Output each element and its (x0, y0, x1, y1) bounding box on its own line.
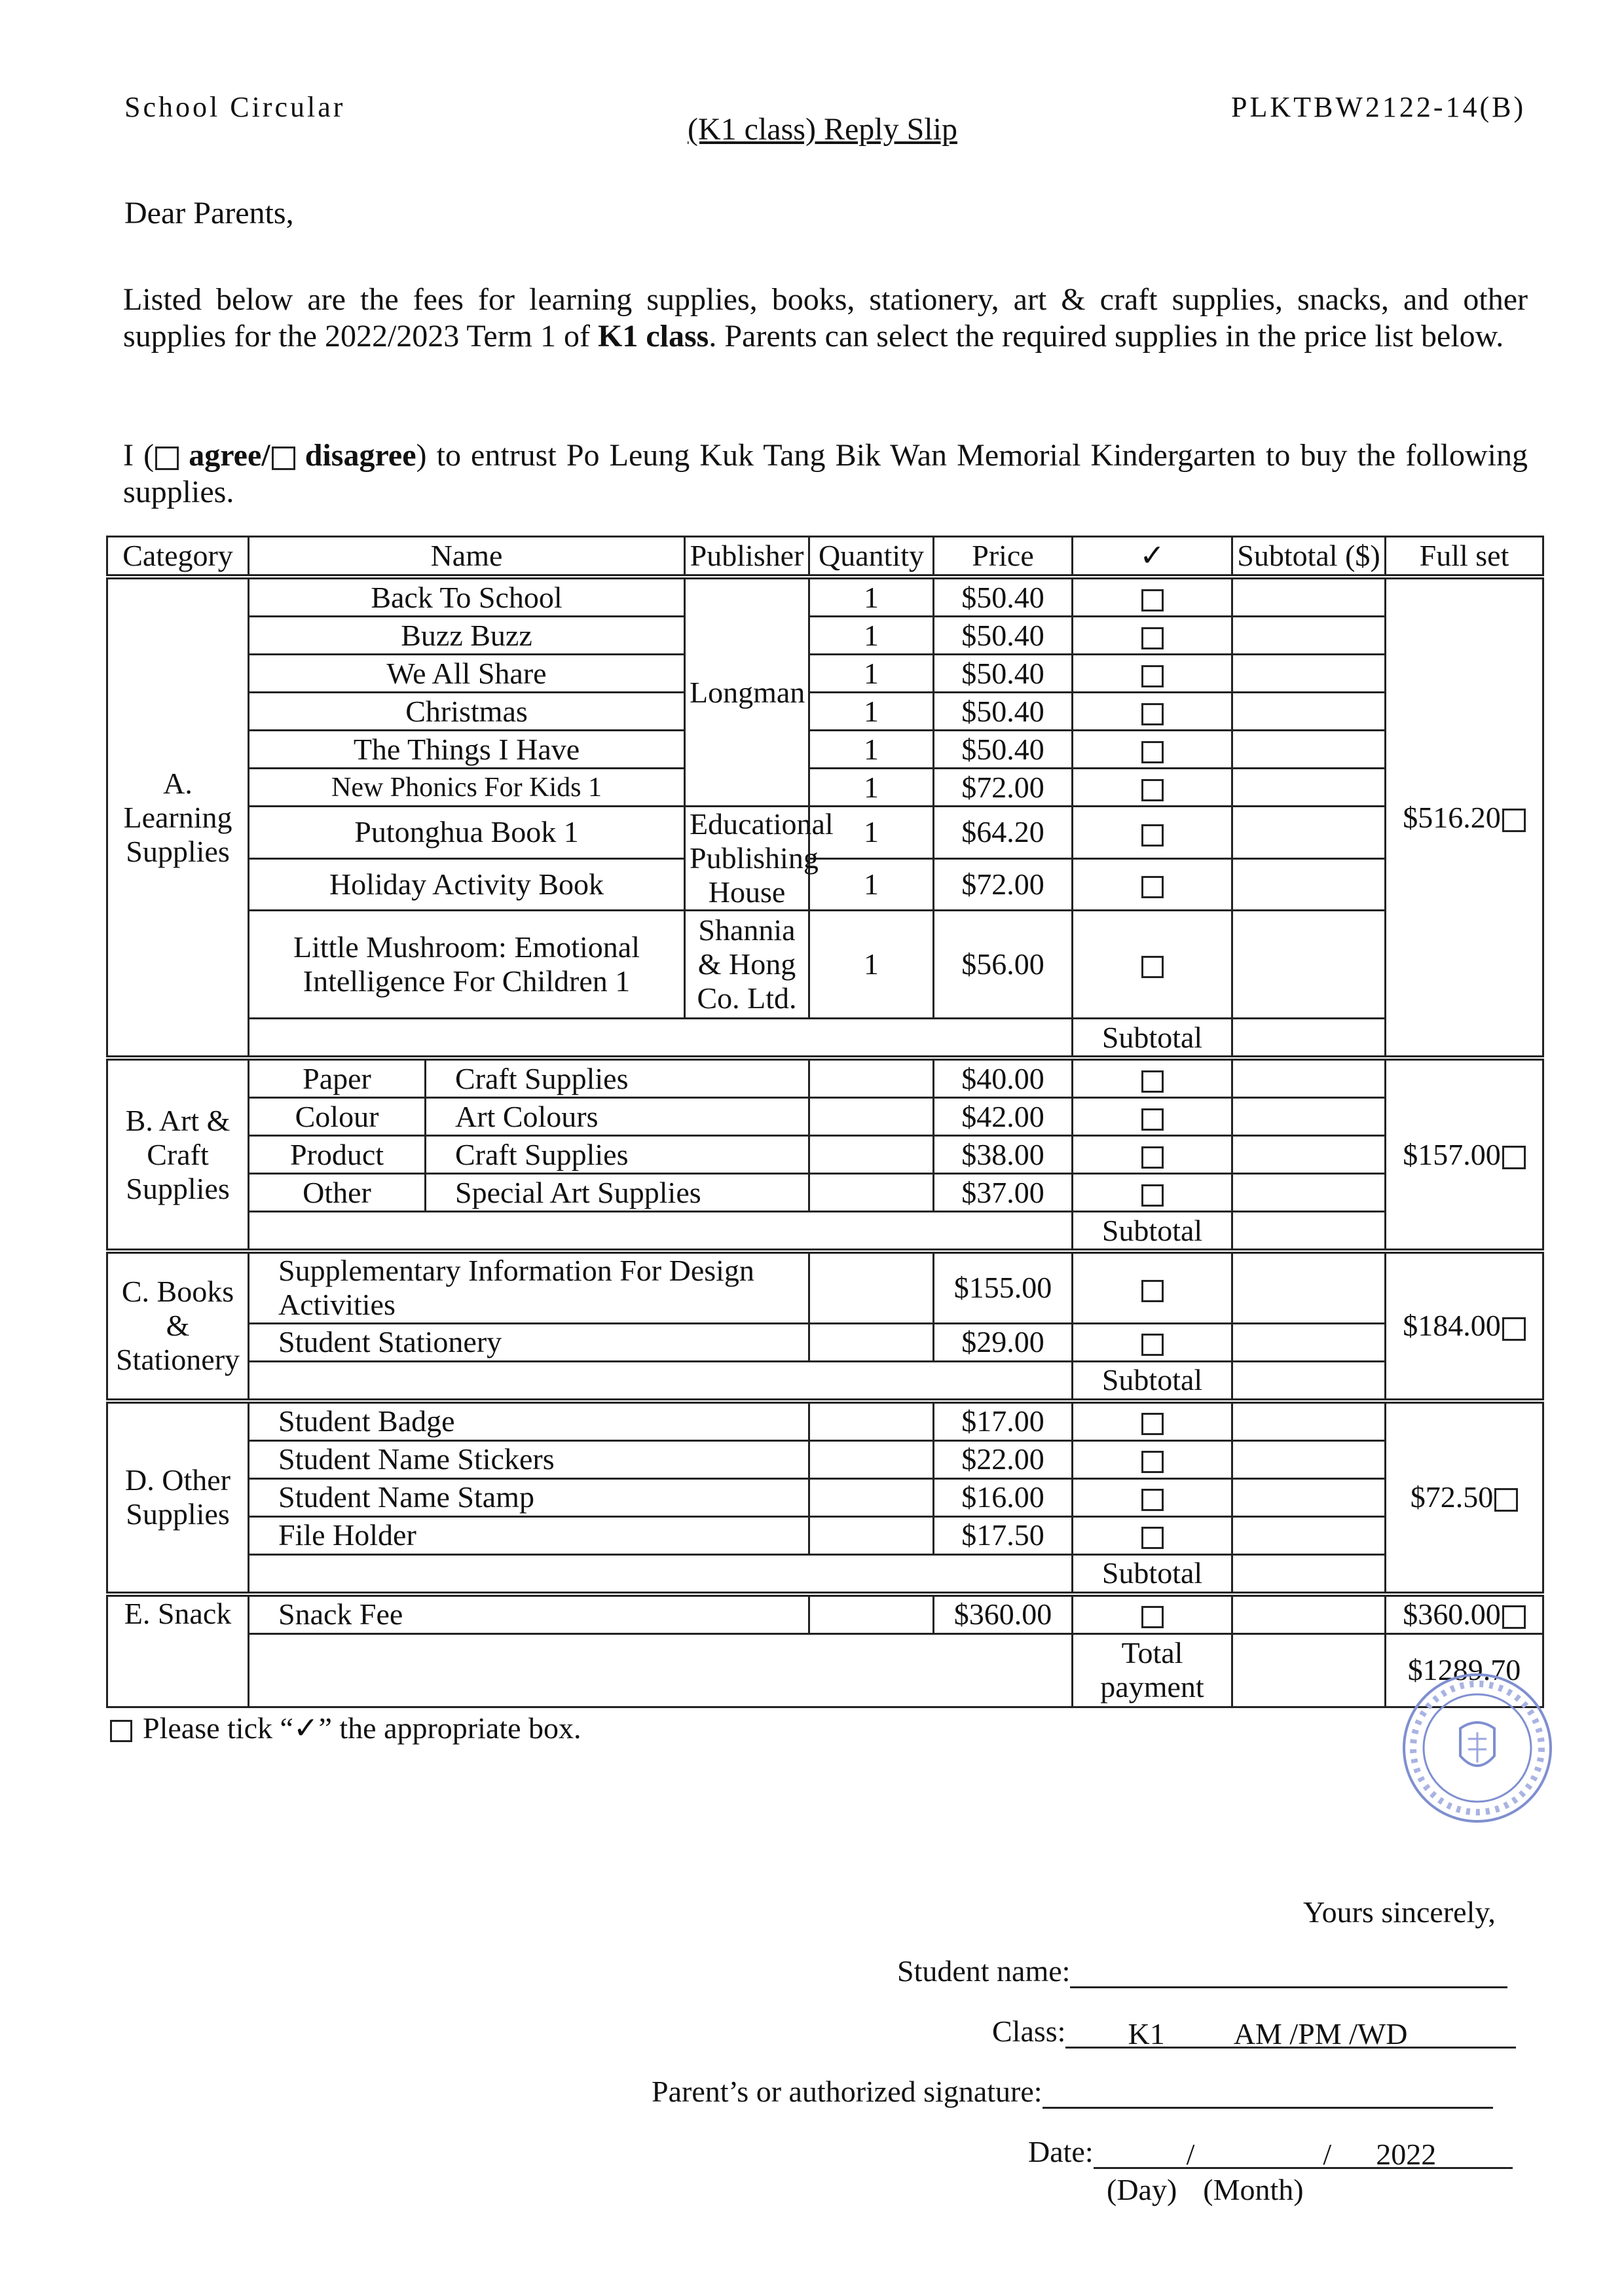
class-field[interactable] (1065, 2016, 1516, 2049)
empty-cell (249, 1212, 1073, 1252)
item-checkbox-cell (1073, 1174, 1232, 1212)
item-subtotal[interactable] (1232, 1098, 1386, 1136)
full-set-d (1386, 1401, 1543, 1594)
item-checkbox[interactable] (1141, 1413, 1164, 1435)
item-checkbox-cell (1073, 655, 1232, 693)
day-label: (Day) (1107, 2173, 1177, 2206)
student-name-field[interactable] (1070, 1956, 1507, 1988)
item-price: $72.00 (934, 858, 1073, 911)
section-a-subtotal[interactable] (1232, 1019, 1386, 1059)
date-hint-row (1107, 2172, 1304, 2207)
item-qty: 1 (809, 858, 934, 911)
table-row (107, 1174, 1543, 1212)
full-set-a-value: $516.20 (1403, 800, 1501, 834)
item-qty (809, 1251, 934, 1323)
subtotal-label: Subtotal (1073, 1019, 1232, 1059)
item-name: Holiday Activity Book (249, 858, 685, 911)
item-qty (809, 1058, 934, 1098)
item-checkbox[interactable] (1141, 1527, 1164, 1549)
total-payment-value: $1289.70 (1386, 1633, 1543, 1707)
total-row (107, 1633, 1543, 1707)
subtotal-row (107, 1212, 1543, 1252)
header-subtotal: Subtotal ($) (1232, 537, 1386, 577)
item-checkbox[interactable] (1141, 1146, 1164, 1169)
disagree-checkbox[interactable] (272, 446, 295, 470)
item-checkbox-cell (1073, 1251, 1232, 1323)
header-tick: ✓ (1073, 537, 1232, 577)
class-row (992, 2014, 1516, 2049)
item-name: Craft Supplies (426, 1058, 809, 1098)
intro-paragraph (123, 282, 1528, 355)
item-checkbox-cell (1073, 1098, 1232, 1136)
publisher-shannia: Shannia & Hong Co. Ltd. (685, 911, 809, 1019)
table-row (107, 807, 1543, 859)
item-price: $16.00 (934, 1478, 1073, 1516)
empty-cell (249, 1361, 1073, 1401)
item-price: $50.40 (934, 655, 1073, 693)
date-field[interactable] (1094, 2137, 1513, 2169)
item-checkbox-cell (1073, 1594, 1232, 1634)
consent-paragraph (123, 437, 1528, 511)
table-row (107, 1440, 1543, 1478)
table-row (107, 1401, 1543, 1441)
header-publisher: Publisher (685, 537, 809, 577)
date-row (1028, 2134, 1513, 2169)
item-checkbox[interactable] (1141, 1108, 1164, 1131)
item-qty (809, 1401, 934, 1441)
item-subtotal[interactable] (1232, 1136, 1386, 1174)
agree-checkbox[interactable] (155, 446, 179, 470)
item-checkbox[interactable] (1141, 703, 1164, 725)
full-set-e-value: $360.00 (1403, 1597, 1501, 1631)
item-subtotal[interactable] (1232, 1058, 1386, 1098)
item-checkbox-cell (1073, 769, 1232, 807)
item-subtotal[interactable] (1232, 1440, 1386, 1478)
item-checkbox[interactable] (1141, 1184, 1164, 1207)
table-header-row (107, 537, 1543, 577)
total-payment-field[interactable] (1232, 1633, 1386, 1707)
intro-text-2: . Parents can select the required supplies in the price list below. (709, 319, 1504, 354)
item-name: The Things I Have (249, 731, 685, 769)
item-subtotal[interactable] (1232, 1323, 1386, 1361)
consent-suffix: ) to entrust Po Leung Kuk Tang Bik Wan Memorial Kindergarten to buy the following supplies. (123, 438, 1528, 509)
item-checkbox[interactable] (1141, 824, 1164, 847)
full-set-d-value: $72.50 (1410, 1480, 1494, 1514)
item-name: Supplementary Information For Design Activities (249, 1251, 809, 1323)
item-checkbox[interactable] (1141, 876, 1164, 898)
full-set-c-checkbox[interactable] (1502, 1317, 1526, 1341)
class-options: AM /PM /WD (1233, 2017, 1408, 2050)
item-type: Other (249, 1174, 426, 1212)
item-checkbox[interactable] (1141, 627, 1164, 649)
item-price: $38.00 (934, 1136, 1073, 1174)
subtotal-row (107, 1554, 1543, 1594)
item-type: Colour (249, 1098, 426, 1136)
item-type: Paper (249, 1058, 426, 1098)
item-checkbox[interactable] (1141, 1451, 1164, 1473)
item-price: $29.00 (934, 1323, 1073, 1361)
parent-signature-field[interactable] (1043, 2077, 1493, 2109)
date-separator: / (1186, 2138, 1195, 2171)
item-checkbox-cell (1073, 577, 1232, 617)
item-subtotal[interactable] (1232, 1251, 1386, 1323)
item-price: $64.20 (934, 807, 1073, 859)
tick-instruction-text: Please tick “✓” the appropriate box. (143, 1711, 581, 1745)
full-set-d-checkbox[interactable] (1494, 1488, 1518, 1512)
header-price: Price (934, 537, 1073, 577)
fee-table (106, 536, 1544, 1708)
item-qty (809, 1478, 934, 1516)
item-checkbox[interactable] (1141, 956, 1164, 978)
full-set-b-value: $157.00 (1403, 1137, 1501, 1171)
document-code: PLKTBW2122-14(B) (1231, 91, 1526, 123)
item-price: $42.00 (934, 1098, 1073, 1136)
category-a: A. Learning Supplies (107, 577, 249, 1058)
item-checkbox[interactable] (1141, 1334, 1164, 1356)
item-checkbox[interactable] (1141, 1489, 1164, 1511)
item-checkbox[interactable] (1141, 1070, 1164, 1093)
item-qty (809, 1440, 934, 1478)
item-subtotal[interactable] (1232, 769, 1386, 807)
table-row (107, 1516, 1543, 1554)
item-qty: 1 (809, 693, 934, 731)
item-qty: 1 (809, 769, 934, 807)
item-checkbox[interactable] (1141, 779, 1164, 801)
section-d-subtotal[interactable] (1232, 1554, 1386, 1594)
item-checkbox-cell (1073, 1478, 1232, 1516)
class-value: K1 (1128, 2017, 1165, 2050)
table-row (107, 1058, 1543, 1098)
item-subtotal[interactable] (1232, 1401, 1386, 1441)
parent-signature-label: Parent’s or authorized signature: (652, 2075, 1043, 2108)
item-name: Student Stationery (249, 1323, 809, 1361)
item-name: Student Badge (249, 1401, 809, 1441)
item-price: $40.00 (934, 1058, 1073, 1098)
parent-signature-row (652, 2074, 1493, 2109)
item-subtotal[interactable] (1232, 858, 1386, 911)
item-qty (809, 1136, 934, 1174)
item-qty: 1 (809, 911, 934, 1019)
item-checkbox[interactable] (1141, 665, 1164, 687)
item-qty: 1 (809, 617, 934, 655)
category-d: D. Other Supplies (107, 1401, 249, 1594)
item-name: File Holder (249, 1516, 809, 1554)
item-checkbox[interactable] (1141, 741, 1164, 763)
item-checkbox[interactable] (1141, 589, 1164, 611)
header-category: Category (107, 537, 249, 577)
table-row (107, 1323, 1543, 1361)
item-name: Little Mushroom: Emotional Intelligence For Children 1 (249, 911, 685, 1019)
consent-prefix: I ( (123, 438, 155, 473)
item-name: Student Name Stamp (249, 1478, 809, 1516)
item-checkbox[interactable] (1141, 1606, 1164, 1628)
tick-instruction (110, 1710, 581, 1745)
date-year: 2022 (1376, 2138, 1437, 2171)
item-subtotal[interactable] (1232, 1478, 1386, 1516)
item-name: Buzz Buzz (249, 617, 685, 655)
header-full-set: Full set (1386, 537, 1543, 577)
item-checkbox-cell (1073, 1401, 1232, 1441)
full-set-c (1386, 1251, 1543, 1401)
header-quantity: Quantity (809, 537, 934, 577)
item-checkbox-cell (1073, 617, 1232, 655)
item-subtotal[interactable] (1232, 693, 1386, 731)
item-checkbox[interactable] (1141, 1280, 1164, 1302)
item-price: $50.40 (934, 693, 1073, 731)
subtotal-row (107, 1019, 1543, 1059)
item-subtotal[interactable] (1232, 1594, 1386, 1634)
item-qty (809, 1516, 934, 1554)
item-checkbox-cell (1073, 1058, 1232, 1098)
student-name-row (897, 1954, 1507, 1988)
item-name: Special Art Supplies (426, 1174, 809, 1212)
table-row (107, 617, 1543, 655)
table-row (107, 769, 1543, 807)
item-name: Snack Fee (249, 1594, 809, 1634)
item-type: Product (249, 1136, 426, 1174)
intro-text-1: Listed below are the fees for learning supplies, books, stationery, art & craft supplies, snacks, and other supplies for the 2022/2023 Term 1 of (123, 282, 1528, 354)
disagree-label: disagree (304, 438, 416, 473)
item-checkbox-cell (1073, 1516, 1232, 1554)
intro-class-bold: K1 class (598, 319, 709, 354)
item-qty: 1 (809, 807, 934, 859)
item-qty (809, 1594, 934, 1634)
item-name: Student Name Stickers (249, 1440, 809, 1478)
item-price: $17.50 (934, 1516, 1073, 1554)
school-seal-icon (1400, 1671, 1555, 1825)
item-qty: 1 (809, 655, 934, 693)
item-price: $50.40 (934, 617, 1073, 655)
item-checkbox-cell (1073, 731, 1232, 769)
item-checkbox-cell (1073, 1323, 1232, 1361)
full-set-b-checkbox[interactable] (1502, 1146, 1526, 1169)
item-price: $56.00 (934, 911, 1073, 1019)
category-e: E. Snack (107, 1594, 249, 1707)
item-price: $50.40 (934, 731, 1073, 769)
table-row (107, 1594, 1543, 1634)
item-qty: 1 (809, 577, 934, 617)
item-checkbox-cell (1073, 1136, 1232, 1174)
header-name: Name (249, 537, 685, 577)
empty-cell (249, 1019, 1073, 1059)
date-separator: / (1323, 2138, 1332, 2171)
item-subtotal[interactable] (1232, 1174, 1386, 1212)
circular-label: School Circular (124, 91, 346, 123)
empty-cell (249, 1633, 1073, 1707)
subtotal-label: Subtotal (1073, 1212, 1232, 1252)
table-row (107, 858, 1543, 911)
empty-cell (249, 1554, 1073, 1594)
item-name: Putonghua Book 1 (249, 807, 685, 859)
subtotal-row (107, 1361, 1543, 1401)
item-price: $155.00 (934, 1251, 1073, 1323)
table-row (107, 1478, 1543, 1516)
full-set-e (1386, 1594, 1543, 1634)
item-checkbox-cell (1073, 807, 1232, 859)
item-price: $72.00 (934, 769, 1073, 807)
item-name: Craft Supplies (426, 1136, 809, 1174)
class-label: Class: (992, 2014, 1066, 2048)
category-c: C. Books & Stationery (107, 1251, 249, 1401)
full-set-c-value: $184.00 (1403, 1309, 1501, 1343)
item-qty (809, 1323, 934, 1361)
table-row (107, 693, 1543, 731)
item-price: $37.00 (934, 1174, 1073, 1212)
item-qty: 1 (809, 731, 934, 769)
item-checkbox-cell (1073, 911, 1232, 1019)
subtotal-label: Subtotal (1073, 1361, 1232, 1401)
section-b-subtotal[interactable] (1232, 1212, 1386, 1252)
section-c-subtotal[interactable] (1232, 1361, 1386, 1401)
table-row (107, 731, 1543, 769)
publisher-longman: Longman (685, 577, 809, 807)
item-price: $50.40 (934, 577, 1073, 617)
table-row (107, 1098, 1543, 1136)
item-name: Back To School (249, 577, 685, 617)
item-qty (809, 1098, 934, 1136)
item-checkbox-cell (1073, 1440, 1232, 1478)
table-row (107, 1136, 1543, 1174)
table-row (107, 577, 1543, 617)
item-checkbox-cell (1073, 858, 1232, 911)
student-name-label: Student name: (897, 1954, 1071, 1988)
item-qty (809, 1174, 934, 1212)
item-name: New Phonics For Kids 1 (249, 769, 685, 807)
salutation: Dear Parents, (124, 196, 294, 230)
date-label: Date: (1028, 2135, 1094, 2168)
item-price: $360.00 (934, 1594, 1073, 1634)
item-subtotal[interactable] (1232, 911, 1386, 1019)
item-checkbox-cell (1073, 693, 1232, 731)
closing: Yours sincerely, (1303, 1895, 1496, 1929)
item-subtotal[interactable] (1232, 617, 1386, 655)
month-label: (Month) (1203, 2173, 1304, 2206)
item-subtotal[interactable] (1232, 577, 1386, 617)
full-set-a-checkbox[interactable] (1502, 809, 1526, 832)
item-name: Art Colours (426, 1098, 809, 1136)
full-set-e-checkbox[interactable] (1502, 1605, 1526, 1629)
total-payment-label: Total payment (1073, 1633, 1232, 1707)
document-title: (K1 class) Reply Slip (688, 112, 957, 147)
subtotal-label: Subtotal (1073, 1554, 1232, 1594)
full-set-a (1386, 577, 1543, 1058)
item-price: $17.00 (934, 1401, 1073, 1441)
full-set-b (1386, 1058, 1543, 1251)
category-b: B. Art & Craft Supplies (107, 1058, 249, 1251)
agree-label: agree/ (189, 438, 270, 473)
table-row (107, 1251, 1543, 1323)
item-subtotal[interactable] (1232, 807, 1386, 859)
table-row (107, 911, 1543, 1019)
publisher-educational: Educational Publishing House (685, 807, 809, 911)
table-row (107, 655, 1543, 693)
item-name: We All Share (249, 655, 685, 693)
item-price: $22.00 (934, 1440, 1073, 1478)
item-name: Christmas (249, 693, 685, 731)
item-subtotal[interactable] (1232, 731, 1386, 769)
item-subtotal[interactable] (1232, 655, 1386, 693)
instruction-box-icon (110, 1720, 132, 1742)
item-subtotal[interactable] (1232, 1516, 1386, 1554)
